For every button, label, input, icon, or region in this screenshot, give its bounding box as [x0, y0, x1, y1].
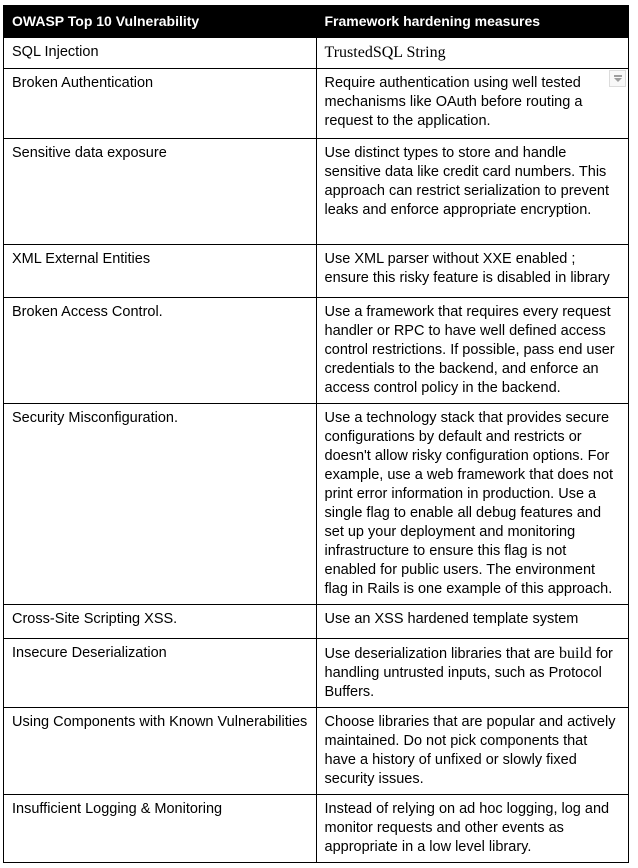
- measure-cell: [316, 639, 629, 708]
- measure-text: Require authentication using well tested mechanisms like OAuth before routing a request to the application.: [324, 75, 583, 129]
- measure-cell: [316, 605, 629, 639]
- table-header-row: [4, 6, 629, 38]
- owasp-table: [3, 5, 629, 863]
- table-body: [4, 38, 629, 863]
- dropdown-arrow-icon: [614, 78, 622, 82]
- vulnerability-cell: Insufficient Logging & Monitoring: [4, 795, 317, 863]
- measure-cell: [316, 404, 629, 605]
- dropdown-button[interactable]: [609, 70, 626, 87]
- dropdown-arrow-icon: [614, 75, 622, 77]
- header-cell-measures: Framework hardening measures: [316, 6, 629, 38]
- table-row: [4, 139, 629, 245]
- table-row: [4, 38, 629, 69]
- table-row: [4, 708, 629, 795]
- vulnerability-cell: XML External Entities: [4, 245, 317, 298]
- measure-text: Use an XSS hardened template system: [324, 611, 579, 627]
- vulnerability-cell: Security Misconfiguration.: [4, 404, 317, 605]
- table-row: [4, 605, 629, 639]
- vulnerability-cell: Insecure Deserialization: [4, 639, 317, 708]
- measure-text: Use XML parser without XXE enabled ; ensure this risky feature is disabled in library: [324, 251, 610, 286]
- measure-cell: [316, 69, 629, 139]
- measure-text: Use distinct types to store and handle sensitive data like credit card numbers. This approach can restrict serialization to prevent leaks and enforce appropriate encryption.: [324, 145, 610, 218]
- vulnerability-cell: Broken Authentication: [4, 69, 317, 139]
- measure-text: Use a technology stack that provides secure configurations by default and restricts or doesn't allow risky configuration options. For example, use a web framework that does not print error information in production. Use a single flag to enable all debug features and set up your deployment and monitoring infrastructure to ensure this flag is not enabled for public users. The environment flag in Rails is one example of this approach.: [324, 410, 614, 597]
- measure-cell: [316, 795, 629, 863]
- vulnerability-cell: Using Components with Known Vulnerabilities: [4, 708, 317, 795]
- measure-text: Choose libraries that are popular and actively maintained. Do not pick components that have a history of unfixed or slowly fixed security issues.: [324, 714, 616, 787]
- measure-cell: [316, 245, 629, 298]
- table-row: [4, 795, 629, 863]
- vulnerability-cell: Cross-Site Scripting XSS.: [4, 605, 317, 639]
- header-cell-vulnerability: OWASP Top 10 Vulnerability: [4, 6, 317, 38]
- measure-text: Instead of relying on ad hoc logging, log and monitor requests and other events as appropriate in a low level library.: [324, 801, 610, 855]
- measure-text-serif: TrustedSQL String: [324, 44, 446, 61]
- vulnerability-cell: Broken Access Control.: [4, 298, 317, 404]
- measure-text-serif: build: [559, 645, 592, 662]
- vulnerability-cell: SQL Injection: [4, 38, 317, 69]
- measure-cell: [316, 708, 629, 795]
- table-row: [4, 404, 629, 605]
- table-row: [4, 639, 629, 708]
- table-row: [4, 298, 629, 404]
- table-row: [4, 69, 629, 139]
- table-row: [4, 245, 629, 298]
- vulnerability-cell: Sensitive data exposure: [4, 139, 317, 245]
- measure-cell: [316, 298, 629, 404]
- measure-cell: [316, 139, 629, 245]
- measure-cell: [316, 38, 629, 69]
- measure-text: Use deserialization libraries that are: [324, 646, 560, 662]
- measure-text: Use a framework that requires every request handler or RPC to have well defined access control restrictions. If possible, pass end user credentials to the backend, and enforce an access control policy in the backend.: [324, 304, 615, 396]
- measure-text: for handling untrusted inputs, such as Protocol Buffers.: [324, 646, 613, 700]
